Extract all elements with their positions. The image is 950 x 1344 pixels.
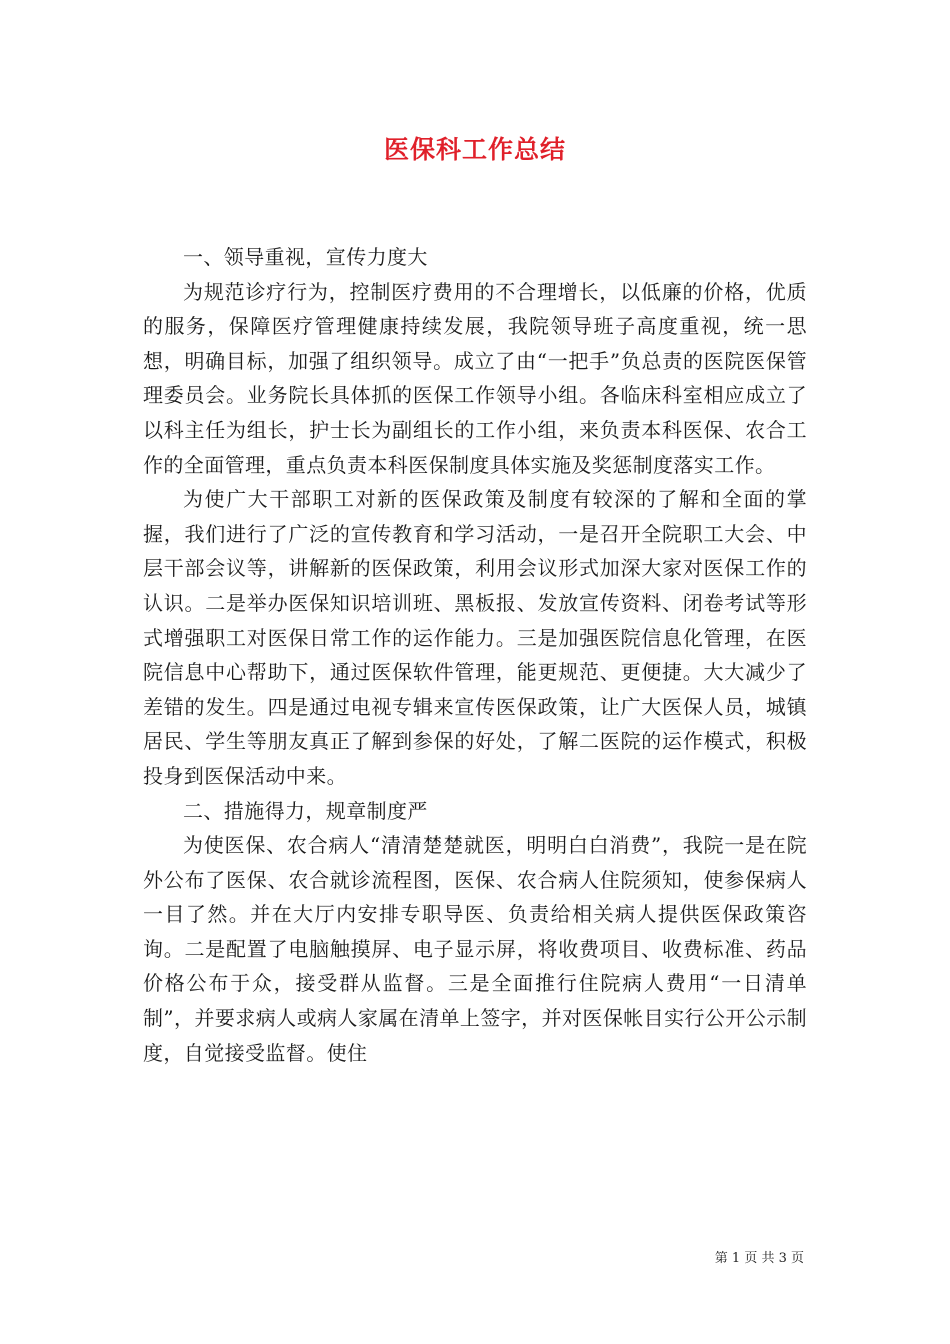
section-heading-2: 二、措施得力，规章制度严 — [183, 798, 428, 823]
page-number: 第 1 页 共 3 页 — [714, 1251, 804, 1266]
paragraph-1: 为规范诊疗行为，控制医疗费用的不合理增长，以低廉的价格，优质的服务，保障医疗管理健康持续发展，我院领导班子高度重视，统一思想，明确目标，加强了组织领导。成立了由“一把手”负总责的医院医保管理委员会。业务院长具体抓的医保工作领导小组。各临床科室相应成立了以科主任为组长，护士长为副组长的工作小组，来负责本科医保、农合工作的全面管理，重点负责本科医保制度具体实施及奖惩制度落实工作。 — [143, 279, 807, 477]
paragraph-2: 为使广大干部职工对新的医保政策及制度有较深的了解和全面的掌握，我们进行了广泛的宣传教育和学习活动，一是召开全院职工大会、中层干部会议等，讲解新的医保政策，利用会议形式加深大家对医保工作的认识。二是举办医保知识培训班、黑板报、发放宣传资料、闭卷考试等形式增强职工对医保日常工作的运作能力。三是加强医院信息化管理，在医院信息中心帮助下，通过医保软件管理，能更规范、更便捷。大大减少了差错的发生。四是通过电视专辑来宣传医保政策，让广大医保人员，城镇居民、学生等朋友真正了解到参保的好处，了解二医院的运作模式，积极投身到医保活动中来。 — [143, 487, 807, 788]
page-title: 医保科工作总结 — [383, 135, 566, 164]
section-heading-1: 一、领导重视，宣传力度大 — [183, 245, 428, 269]
paragraph-3: 为使医保、农合病人“清清楚楚就医，明明白白消费”，我院一是在院外公布了医保、农合就诊流程图，医保、农合病人住院须知，使参保病人一目了然。并在大厅内安排专职导医、负责给相关病人提供医保政策咨询。二是配置了电脑触摸屏、电子显示屏，将收费项目、收费标准、药品价格公布于众，接受群从监督。三是全面推行住院病人费用“一日清单制”，并要求病人或病人家属在清单上签字，并对医保帐目实行公开公示制度，自觉接受监督。使住 — [143, 833, 807, 1065]
document-body — [143, 240, 807, 1070]
